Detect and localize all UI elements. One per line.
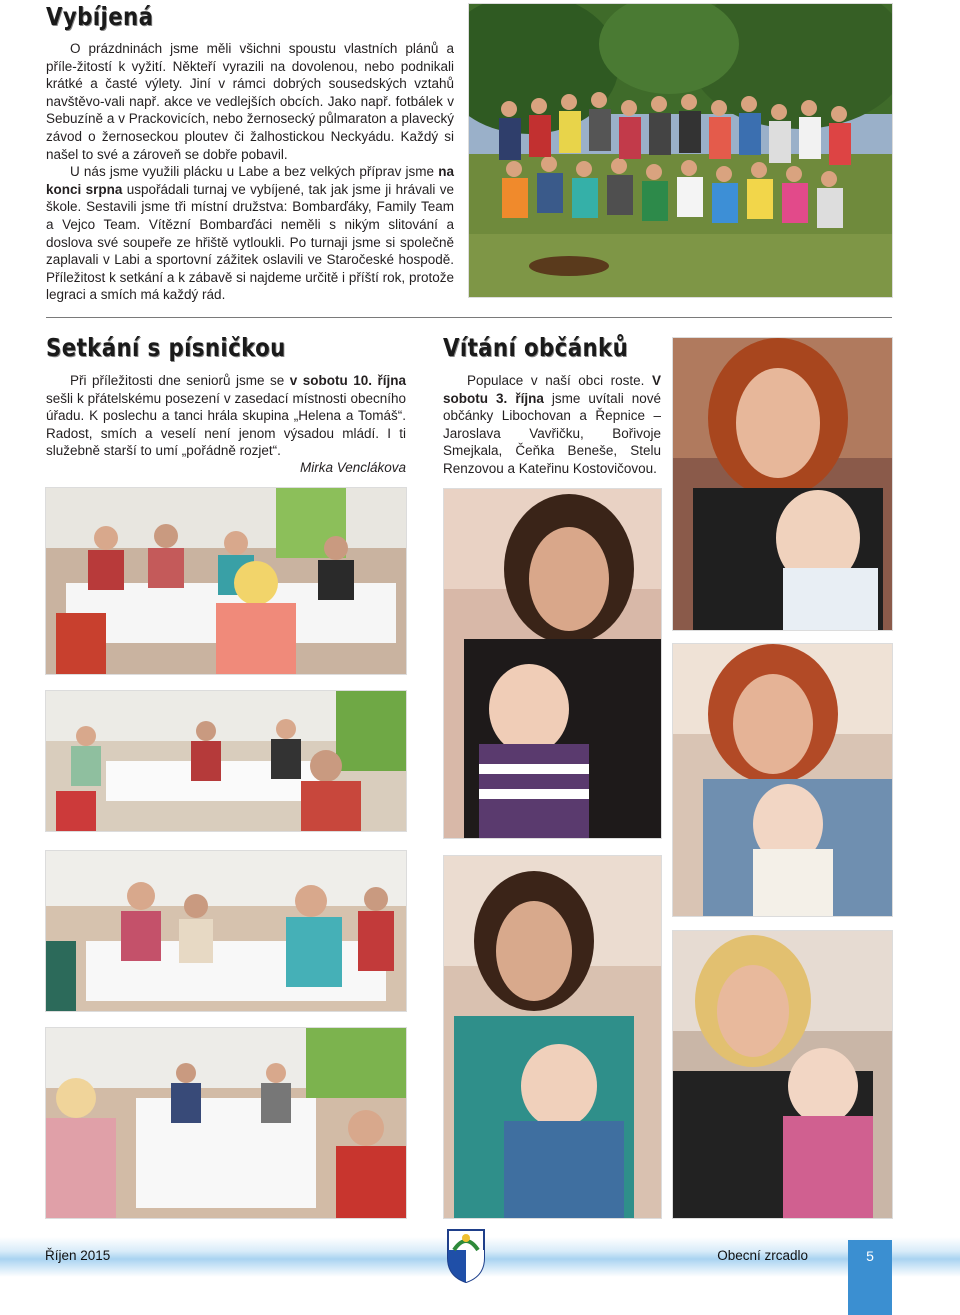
photo-dodgeball-team [468,3,893,298]
photo-seniors-3 [45,850,407,1012]
section-title-vitani: Vítání občánků [443,333,629,362]
photo-mother-baby-4 [443,855,662,1219]
photo-mother-baby-2 [443,488,662,839]
photo-seniors-4 [45,1027,407,1219]
vitani-paragraph [443,372,661,478]
setkani-part-a: Při příležitosti dne seniorů jsme se [70,373,290,388]
setkani-paragraph [46,372,406,460]
photo-mother-baby-3 [672,643,893,917]
vybijena-paragraph-2 [46,163,454,304]
photo-mother-baby-5 [672,930,893,1219]
author-signature: Mirka Venclákova [299,460,406,475]
vitani-part-b: jsme uvítali nové občánky Libochovan a Řepnice – Jaroslava Vavřičku, Bořivoje Smejkala, Čeňka Beneše, Stelu Renzovou a Kateřinu Kostovičovou. [443,390,662,476]
footer-publication: Obecní zrcadlo [717,1248,808,1263]
vybijena-paragraph-1: O prázdninách jsme měli všichni spoustu vlastních plánů a příle-žitostí k vyžití. Někteří vyrazili na dovolenou, nebo podnikali krátké a časté výlety. Jiní v rámci dobrých sousedských vztahů navštěvo-vali např. akce ve vedlejších obcích. Jako např. fotbálek v Sebuzíně a v Prackovicích, nebo žernosecký půlmaraton a plavecký závod o žernoseckou ploutev či žalhostickou Neckyádu. Každý si našel to své a zároveň se dobře pobavil. [46,41,454,162]
photo-seniors-1 [45,487,407,675]
vybijena-p2-part-b: uspořádali turnaj ve vybíjené, tak jak jsme ji hrávali ve škole. Sestavili jsme tři místní družstva: Bombarďáky, Family Team a Vejco Team. Vítězní Bombarďáci neměli s nikým slitování a doslova své soupeře ze hřiště vytloukli. Po turnaji jsme si společně zaplavali v Labi a sportovní zážitek oslavili ve Staročeské hospodě. Příležitost k setkání a k zábavě si najdeme určitě i příští rok, protože legraci a smích má každý rád. [46,181,454,303]
setkani-part-b: sešli k přátelskému posezení v zasedací místnosti obecního úřadu. K poslechu a tanci hrála skupina „Helena a Tomáš“. Radost, smích a veselí není jenom výsadou mládí. I ti služebně starší to umí „pořádně rozjet“. [46,390,406,459]
vybijena-p2-bold: na konci srpna [46,164,454,197]
photo-mother-baby-1 [672,337,893,631]
photo-seniors-2 [45,690,407,832]
vybijena-p2-part-a: U nás jsme využili plácku u Labe a bez velkých příprav jsme [70,164,439,180]
section-title-vybijena: Vybíjená [46,2,154,31]
article-vybijena [46,40,454,304]
page-number: 5 [866,1248,874,1264]
section-title-setkani: Setkání s písničkou [46,333,286,362]
section-divider [46,317,892,318]
setkani-bold: v sobotu 10. října [289,373,406,388]
footer-date: Říjen 2015 [45,1248,111,1263]
vitani-part-a: Populace v naší obci roste. [467,373,652,388]
coat-of-arms-icon [446,1228,486,1284]
article-vitani [443,372,661,478]
article-setkani [46,372,406,460]
vitani-bold: V sobotu 3. října [443,373,661,406]
